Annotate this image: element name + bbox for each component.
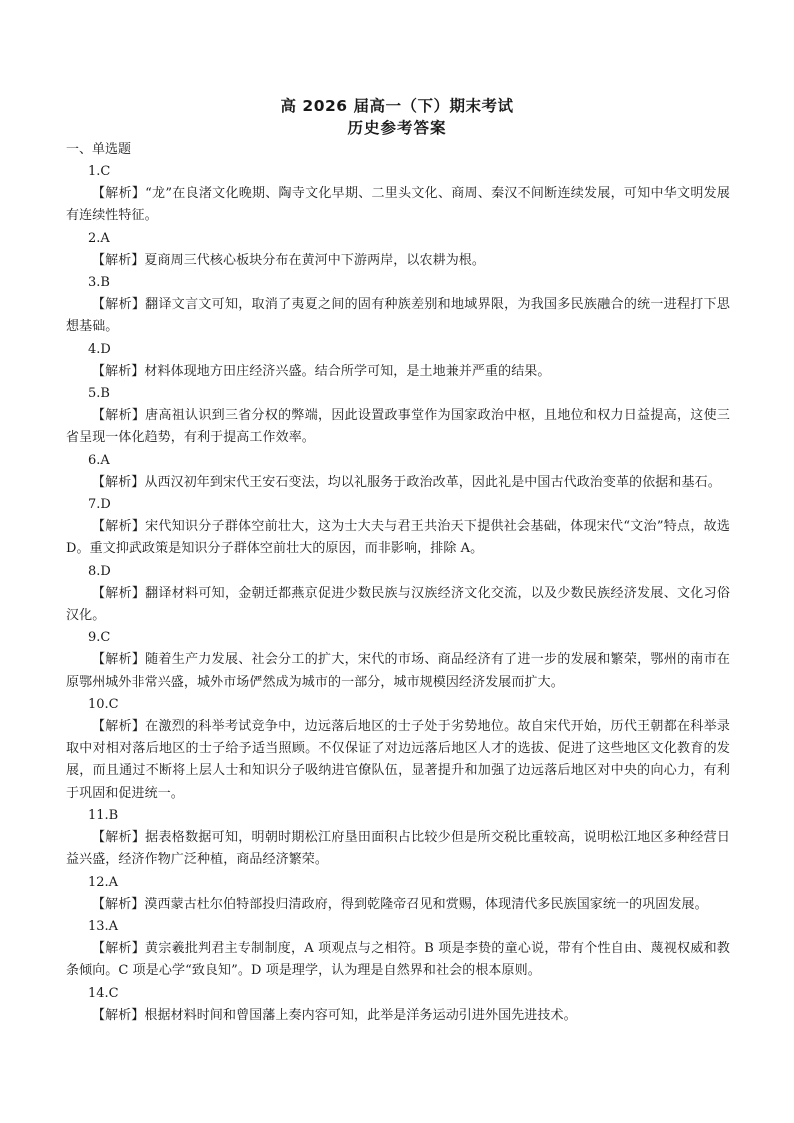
answer-label: 7.D [88, 497, 111, 513]
explanation-text: 【解析】根据材料时间和曾国藩上奏内容可知，此举是洋务运动引进外国先进技术。 [92, 1007, 577, 1023]
question-item [66, 450, 730, 494]
explanation-text: 【解析】宋代知识分子群体空前壮大，这为士大夫与君王共治天下提供社会基础，体现宋代“文治”特点，故选 D。重文抑武政策是知识分子群体空前壮大的原因，而非影响，排除 A。 [66, 519, 730, 557]
answer-label: 4.D [88, 341, 111, 357]
question-item [66, 916, 730, 983]
explanation-text: 【解析】材料体现地方田庄经济兴盛。结合所学可知，是土地兼并严重的结果。 [92, 363, 551, 379]
question-item [66, 983, 730, 1027]
question-item [66, 383, 730, 450]
answer-label: 6.A [88, 452, 110, 468]
question-item [66, 228, 730, 272]
page-title: 高 2026 届高一（下）期末考试 [280, 97, 514, 115]
explanation-text: 【解析】从西汉初年到宋代王安石变法，均以礼服务于政治改革，因此礼是中国古代政治变革的依据和基石。 [92, 474, 721, 490]
question-item [66, 694, 730, 805]
explanation-text: 【解析】翻译材料可知，金朝迁都燕京促进少数民族与汉族经济文化交流，以及少数民族经济发展、文化习俗汉化。 [66, 585, 730, 624]
explanation-text: 【解析】翻译文言文可知，取消了夷夏之间的固有种族差别和地域界限，为我国多民族融合的统一进程打下思想基础。 [66, 297, 730, 335]
question-item [66, 627, 730, 694]
explanation-text: 【解析】漠西蒙古杜尔伯特部投归清政府，得到乾隆帝召见和赏赐，体现清代多民族国家统一的巩固发展。 [92, 896, 708, 912]
question-item [66, 161, 730, 228]
question-list [66, 161, 730, 1027]
answer-label: 14.C [88, 985, 119, 1001]
question-item [66, 494, 730, 561]
explanation-text: 【解析】“龙”在良渚文化晚期、陶寺文化早期、二里头文化、商周、秦汉不间断连续发展，可知中华文明发展有连续性特征。 [66, 186, 730, 224]
answer-label: 3.B [88, 275, 110, 291]
answer-label: 1.C [88, 164, 111, 179]
question-item [66, 339, 730, 383]
section-heading: 一、单选题 [66, 142, 132, 157]
question-item [66, 872, 730, 916]
answer-label: 8.D [88, 563, 111, 579]
answer-label: 2.A [88, 230, 110, 246]
page-subtitle: 历史参考答案 [347, 119, 447, 137]
answer-label: 9.C [88, 630, 111, 646]
explanation-text: 【解析】唐高祖认识到三省分权的弊端，因此设置政事堂作为国家政治中枢，且地位和权力日益提高，这使三省呈现一体化趋势，有利于提高工作效率。 [66, 408, 730, 446]
answer-label: 11.B [88, 807, 119, 823]
answer-label: 13.A [88, 918, 119, 934]
answer-label: 5.B [88, 386, 110, 402]
question-item [66, 561, 730, 628]
explanation-text: 【解析】随着生产力发展、社会分工的扩大，宋代的市场、商品经济有了进一步的发展和繁荣，鄂州的南市在原鄂州城外非常兴盛，城外市场俨然成为城市的一部分，城市规模因经济发展而扩大。 [66, 652, 730, 690]
answer-label: 12.A [88, 874, 119, 890]
explanation-text: 【解析】在激烈的科举考试竞争中，边远落后地区的士子处于劣势地位。故自宋代开始，历代王朝都在科举录取中对相对落后地区的士子给予适当照顾。不仅保证了对边远落后地区人才的选拔、促进了这些地区文化教育的发展，而且通过不断将上层人士和知识分子吸纳进官僚队伍，显著提升和加强了边远落后地区对中央的向心力，有利于巩固和促进统一。 [66, 719, 730, 801]
question-item [66, 805, 730, 872]
explanation-text: 【解析】黄宗羲批判君主专制制度，A 项观点与之相符。B 项是李贽的童心说，带有个性自由、蔑视权威和教条倾向。C 项是心学“致良知”。D 项是理学，认为理是自然界和社会的根本原则。 [66, 941, 730, 979]
question-item [66, 272, 730, 339]
explanation-text: 【解析】夏商周三代核心板块分布在黄河中下游两岸，以农耕为根。 [92, 252, 486, 268]
answer-label: 10.C [88, 696, 119, 712]
explanation-text: 【解析】据表格数据可知，明朝时期松江府垦田面积占比较少但是所交税比重较高，说明松江地区多种经营日益兴盛，经济作物广泛种植，商品经济繁荣。 [66, 830, 730, 868]
